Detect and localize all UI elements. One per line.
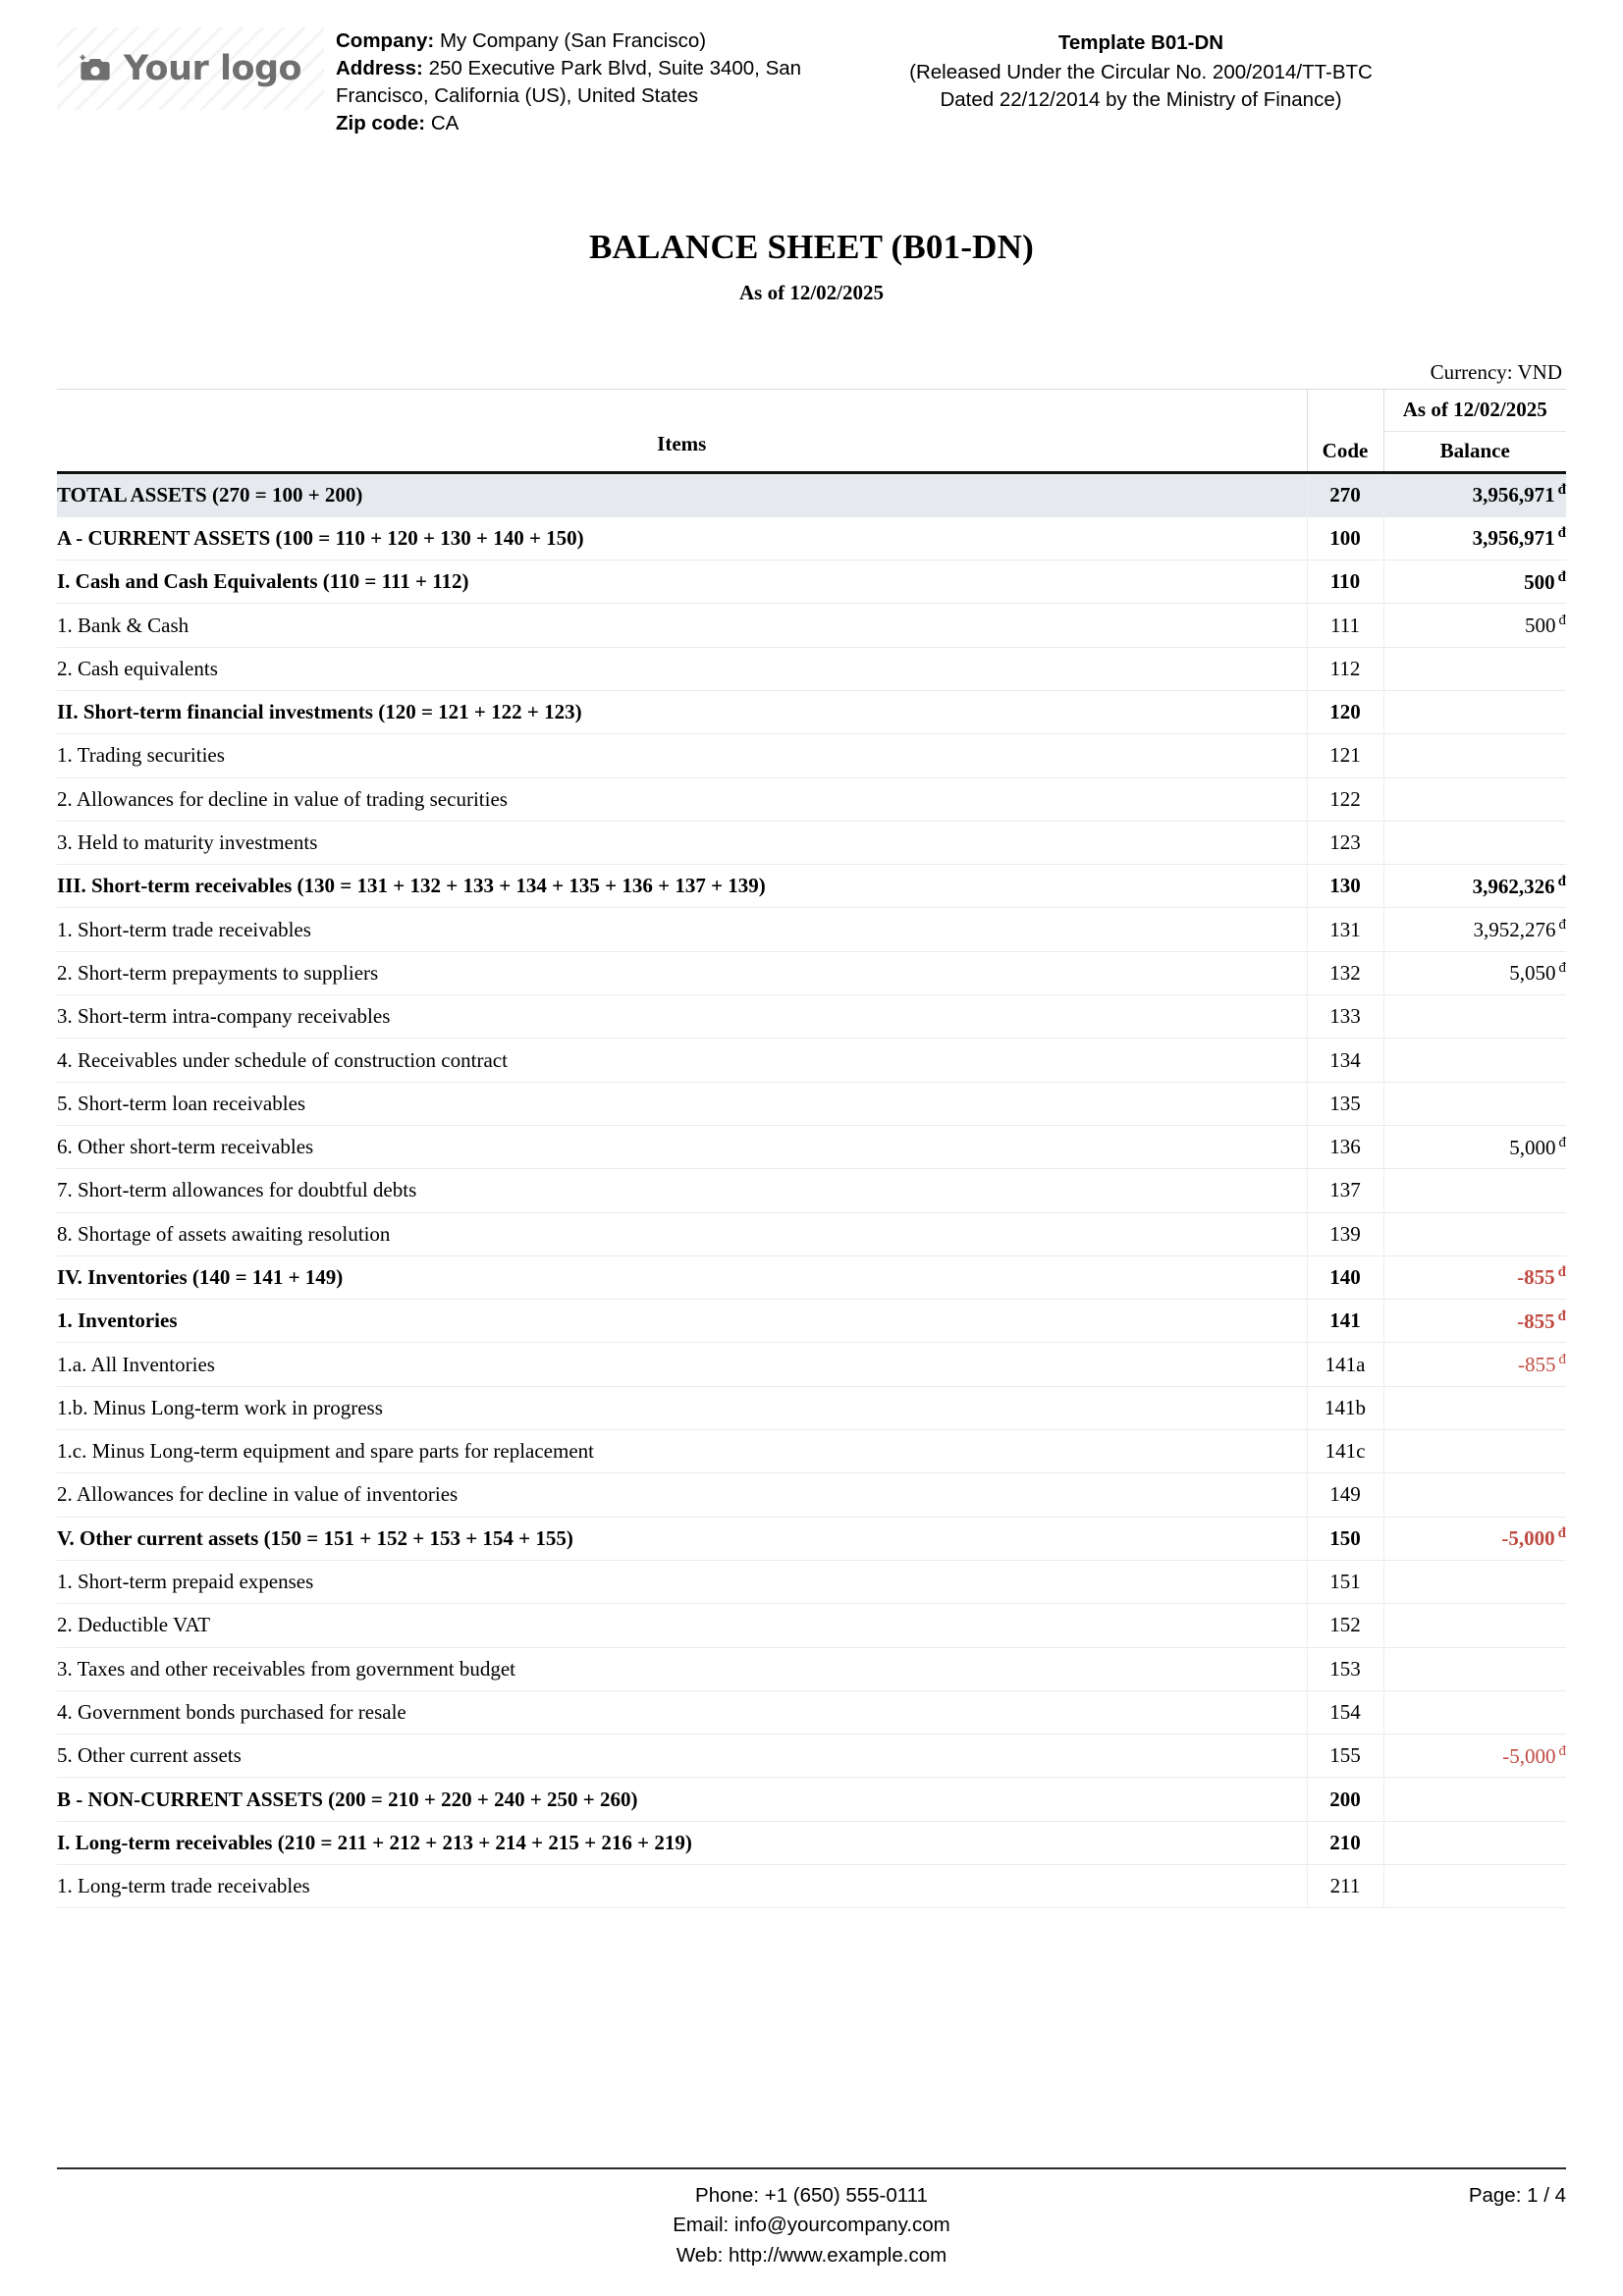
row-label: 1. Short-term prepaid expenses (57, 1560, 1307, 1603)
table-row (57, 1690, 1566, 1734)
title-section (57, 228, 1566, 305)
table-row (57, 734, 1566, 777)
table-row (57, 865, 1566, 908)
row-code: 136 (1307, 1125, 1383, 1168)
row-code: 134 (1307, 1039, 1383, 1082)
zip-value: CA (430, 111, 460, 134)
row-balance (1383, 690, 1566, 733)
row-code: 141b (1307, 1386, 1383, 1429)
table-row (57, 516, 1566, 560)
row-balance (1383, 1430, 1566, 1473)
row-label: 1. Short-term trade receivables (57, 908, 1307, 951)
table-header (57, 389, 1566, 472)
page-number: Page: 1 / 4 (1468, 2184, 1566, 2208)
row-balance (1383, 647, 1566, 690)
currency-symbol: đ (1558, 1742, 1566, 1759)
row-label: III. Short-term receivables (130 = 131 + 132 + 133 + 134 + 135 + 136 + 137 + 139) (57, 865, 1307, 908)
table-row (57, 1821, 1566, 1864)
row-balance: -855 $^đ$ (1383, 1300, 1566, 1343)
table-row (57, 1865, 1566, 1908)
row-code: 153 (1307, 1647, 1383, 1690)
row-code: 141c (1307, 1430, 1383, 1473)
table-row (57, 821, 1566, 864)
row-balance (1383, 1604, 1566, 1647)
document-header (57, 27, 1566, 137)
row-code: 151 (1307, 1560, 1383, 1603)
row-balance: 3,962,326 $^đ$ (1383, 865, 1566, 908)
table-row (57, 1082, 1566, 1125)
row-code: 121 (1307, 734, 1383, 777)
row-code: 150 (1307, 1517, 1383, 1560)
row-balance: 3,956,971 $^đ$ (1383, 472, 1566, 516)
row-label: IV. Inventories (140 = 141 + 149) (57, 1255, 1307, 1299)
row-balance (1383, 1690, 1566, 1734)
row-code: 200 (1307, 1778, 1383, 1821)
row-label: 7. Short-term allowances for doubtful debts (57, 1169, 1307, 1212)
column-header-code: Code (1307, 431, 1383, 472)
row-balance (1383, 1169, 1566, 1212)
row-label: 2. Deductible VAT (57, 1604, 1307, 1647)
currency-symbol: đ (1558, 1352, 1566, 1368)
page-title: BALANCE SHEET (B01-DN) (589, 227, 1034, 266)
table-row (57, 1517, 1566, 1560)
row-code: 130 (1307, 865, 1383, 908)
row-balance: -5,000 $^đ$ (1383, 1517, 1566, 1560)
row-label: 1.c. Minus Long-term equipment and spare parts for replacement (57, 1430, 1307, 1473)
row-label: 6. Other short-term receivables (57, 1125, 1307, 1168)
row-balance: 500 $^đ$ (1383, 561, 1566, 604)
currency-symbol: đ (1557, 1525, 1566, 1542)
company-info-block (324, 27, 886, 137)
table-row (57, 690, 1566, 733)
row-label: 3. Held to maturity investments (57, 821, 1307, 864)
row-code: 100 (1307, 516, 1383, 560)
table-row (57, 472, 1566, 516)
currency-symbol: đ (1557, 873, 1566, 889)
table-row (57, 1212, 1566, 1255)
balance-sheet-table (57, 389, 1566, 1909)
row-code: 154 (1307, 1690, 1383, 1734)
row-balance: 5,000 $^đ$ (1383, 1125, 1566, 1168)
logo-text: Your logo (123, 49, 302, 88)
row-code: 155 (1307, 1735, 1383, 1778)
row-balance (1383, 1039, 1566, 1082)
table-row (57, 995, 1566, 1039)
camera-icon (80, 54, 113, 83)
row-label: 3. Taxes and other receivables from government budget (57, 1647, 1307, 1690)
row-label: 1. Bank & Cash (57, 604, 1307, 647)
row-code: 140 (1307, 1255, 1383, 1299)
row-balance (1383, 1082, 1566, 1125)
row-label: 1.a. All Inventories (57, 1343, 1307, 1386)
row-label: B - NON-CURRENT ASSETS (200 = 210 + 220 + 240 + 250 + 260) (57, 1778, 1307, 1821)
company-label: Company: (336, 29, 435, 52)
row-code: 152 (1307, 1604, 1383, 1647)
table-row (57, 1647, 1566, 1690)
row-code: 137 (1307, 1169, 1383, 1212)
zip-line (336, 110, 886, 137)
table-row (57, 1169, 1566, 1212)
company-value: My Company (San Francisco) (439, 29, 707, 52)
row-label: II. Short-term financial investments (120 = 121 + 122 + 123) (57, 690, 1307, 733)
row-balance: 3,956,971 $^đ$ (1383, 516, 1566, 560)
row-label: 4. Receivables under schedule of construction contract (57, 1039, 1307, 1082)
table-row (57, 1386, 1566, 1429)
table-row (57, 1473, 1566, 1517)
row-balance (1383, 821, 1566, 864)
row-balance: -855 $^đ$ (1383, 1255, 1566, 1299)
row-balance (1383, 1386, 1566, 1429)
row-label: 1. Long-term trade receivables (57, 1865, 1307, 1908)
row-code: 270 (1307, 472, 1383, 516)
footer-web: Web: http://www.example.com (676, 2243, 947, 2267)
address-label: Address: (336, 56, 423, 80)
table-row (57, 1300, 1566, 1343)
row-label: 4. Government bonds purchased for resale (57, 1690, 1307, 1734)
table-row (57, 1039, 1566, 1082)
row-balance (1383, 995, 1566, 1039)
row-label: 2. Allowances for decline in value of trading securities (57, 777, 1307, 821)
row-code: 133 (1307, 995, 1383, 1039)
row-label: V. Other current assets (150 = 151 + 152 + 153 + 154 + 155) (57, 1517, 1307, 1560)
row-balance (1383, 1212, 1566, 1255)
table-row (57, 777, 1566, 821)
document-footer (57, 2167, 1566, 2270)
zip-label: Zip code: (336, 111, 426, 134)
currency-symbol: đ (1558, 1134, 1566, 1150)
address-line (336, 55, 886, 110)
row-balance (1383, 1778, 1566, 1821)
table-row (57, 1255, 1566, 1299)
row-code: 123 (1307, 821, 1383, 864)
company-line (336, 27, 886, 55)
column-header-period: As of 12/02/2025 (1383, 389, 1566, 431)
row-code: 135 (1307, 1082, 1383, 1125)
table-row (57, 1125, 1566, 1168)
table-row (57, 604, 1566, 647)
column-header-items: Items (57, 431, 1307, 472)
table-row (57, 561, 1566, 604)
row-label: 2. Allowances for decline in value of inventories (57, 1473, 1307, 1517)
row-code: 149 (1307, 1473, 1383, 1517)
row-label: 3. Short-term intra-company receivables (57, 995, 1307, 1039)
row-label: A - CURRENT ASSETS (100 = 110 + 120 + 130 + 140 + 150) (57, 516, 1307, 560)
currency-symbol: đ (1557, 1308, 1566, 1324)
table-row (57, 647, 1566, 690)
row-code: 131 (1307, 908, 1383, 951)
row-label: 8. Shortage of assets awaiting resolution (57, 1212, 1307, 1255)
currency-symbol: đ (1557, 1264, 1566, 1281)
row-label: 5. Short-term loan receivables (57, 1082, 1307, 1125)
row-code: 110 (1307, 561, 1383, 604)
row-code: 112 (1307, 647, 1383, 690)
template-title: Template B01-DN (1057, 31, 1224, 54)
row-balance (1383, 1865, 1566, 1908)
column-header-balance: Balance (1383, 431, 1566, 472)
table-row (57, 1560, 1566, 1603)
row-balance (1383, 734, 1566, 777)
table-row (57, 1604, 1566, 1647)
row-label: 2. Short-term prepayments to suppliers (57, 951, 1307, 994)
row-label: I. Long-term receivables (210 = 211 + 212 + 213 + 214 + 215 + 216 + 219) (57, 1821, 1307, 1864)
row-code: 141a (1307, 1343, 1383, 1386)
footer-email: Email: info@yourcompany.com (673, 2214, 950, 2237)
table-row (57, 908, 1566, 951)
address-value: 250 Executive Park Blvd, Suite 3400, San Francisco, California (US), United States (336, 56, 802, 107)
row-balance: 3,952,276 $^đ$ (1383, 908, 1566, 951)
footer-phone: Phone: +1 (650) 555-0111 (695, 2184, 928, 2208)
template-info-block (886, 27, 1396, 114)
table-row (57, 951, 1566, 994)
row-code: 210 (1307, 1821, 1383, 1864)
row-balance: -5,000 $^đ$ (1383, 1735, 1566, 1778)
row-label: TOTAL ASSETS (270 = 100 + 200) (57, 472, 1307, 516)
row-balance (1383, 1473, 1566, 1517)
row-code: 211 (1307, 1865, 1383, 1908)
table-row (57, 1430, 1566, 1473)
row-balance (1383, 1821, 1566, 1864)
table-row (57, 1735, 1566, 1778)
row-code: 139 (1307, 1212, 1383, 1255)
currency-symbol: đ (1557, 482, 1566, 499)
row-label: 1. Inventories (57, 1300, 1307, 1343)
page-subtitle: As of 12/02/2025 (739, 280, 884, 304)
row-code: 141 (1307, 1300, 1383, 1343)
table-row (57, 1778, 1566, 1821)
row-balance (1383, 777, 1566, 821)
row-code: 132 (1307, 951, 1383, 994)
currency-symbol: đ (1558, 917, 1566, 934)
row-label: 5. Other current assets (57, 1735, 1307, 1778)
row-balance: -855 $^đ$ (1383, 1343, 1566, 1386)
row-balance: 500 $^đ$ (1383, 604, 1566, 647)
currency-symbol: đ (1558, 613, 1566, 629)
currency-symbol: đ (1557, 568, 1566, 585)
currency-note: Currency: VND (1430, 359, 1562, 384)
table-row (57, 1343, 1566, 1386)
row-code: 111 (1307, 604, 1383, 647)
currency-symbol: đ (1557, 525, 1566, 542)
row-label: 1.b. Minus Long-term work in progress (57, 1386, 1307, 1429)
row-balance (1383, 1647, 1566, 1690)
row-label: 2. Cash equivalents (57, 647, 1307, 690)
template-circular-line-2: Dated 22/12/2014 by the Ministry of Finance) (940, 87, 1342, 111)
template-circular-line-1: (Released Under the Circular No. 200/2014/TT-BTC (909, 60, 1373, 83)
row-code: 122 (1307, 777, 1383, 821)
row-code: 120 (1307, 690, 1383, 733)
currency-symbol: đ (1558, 960, 1566, 977)
company-logo-placeholder (57, 27, 324, 110)
row-balance (1383, 1560, 1566, 1603)
row-label: 1. Trading securities (57, 734, 1307, 777)
row-label: I. Cash and Cash Equivalents (110 = 111 + 112) (57, 561, 1307, 604)
row-balance: 5,050 $^đ$ (1383, 951, 1566, 994)
table-body (57, 472, 1566, 1908)
